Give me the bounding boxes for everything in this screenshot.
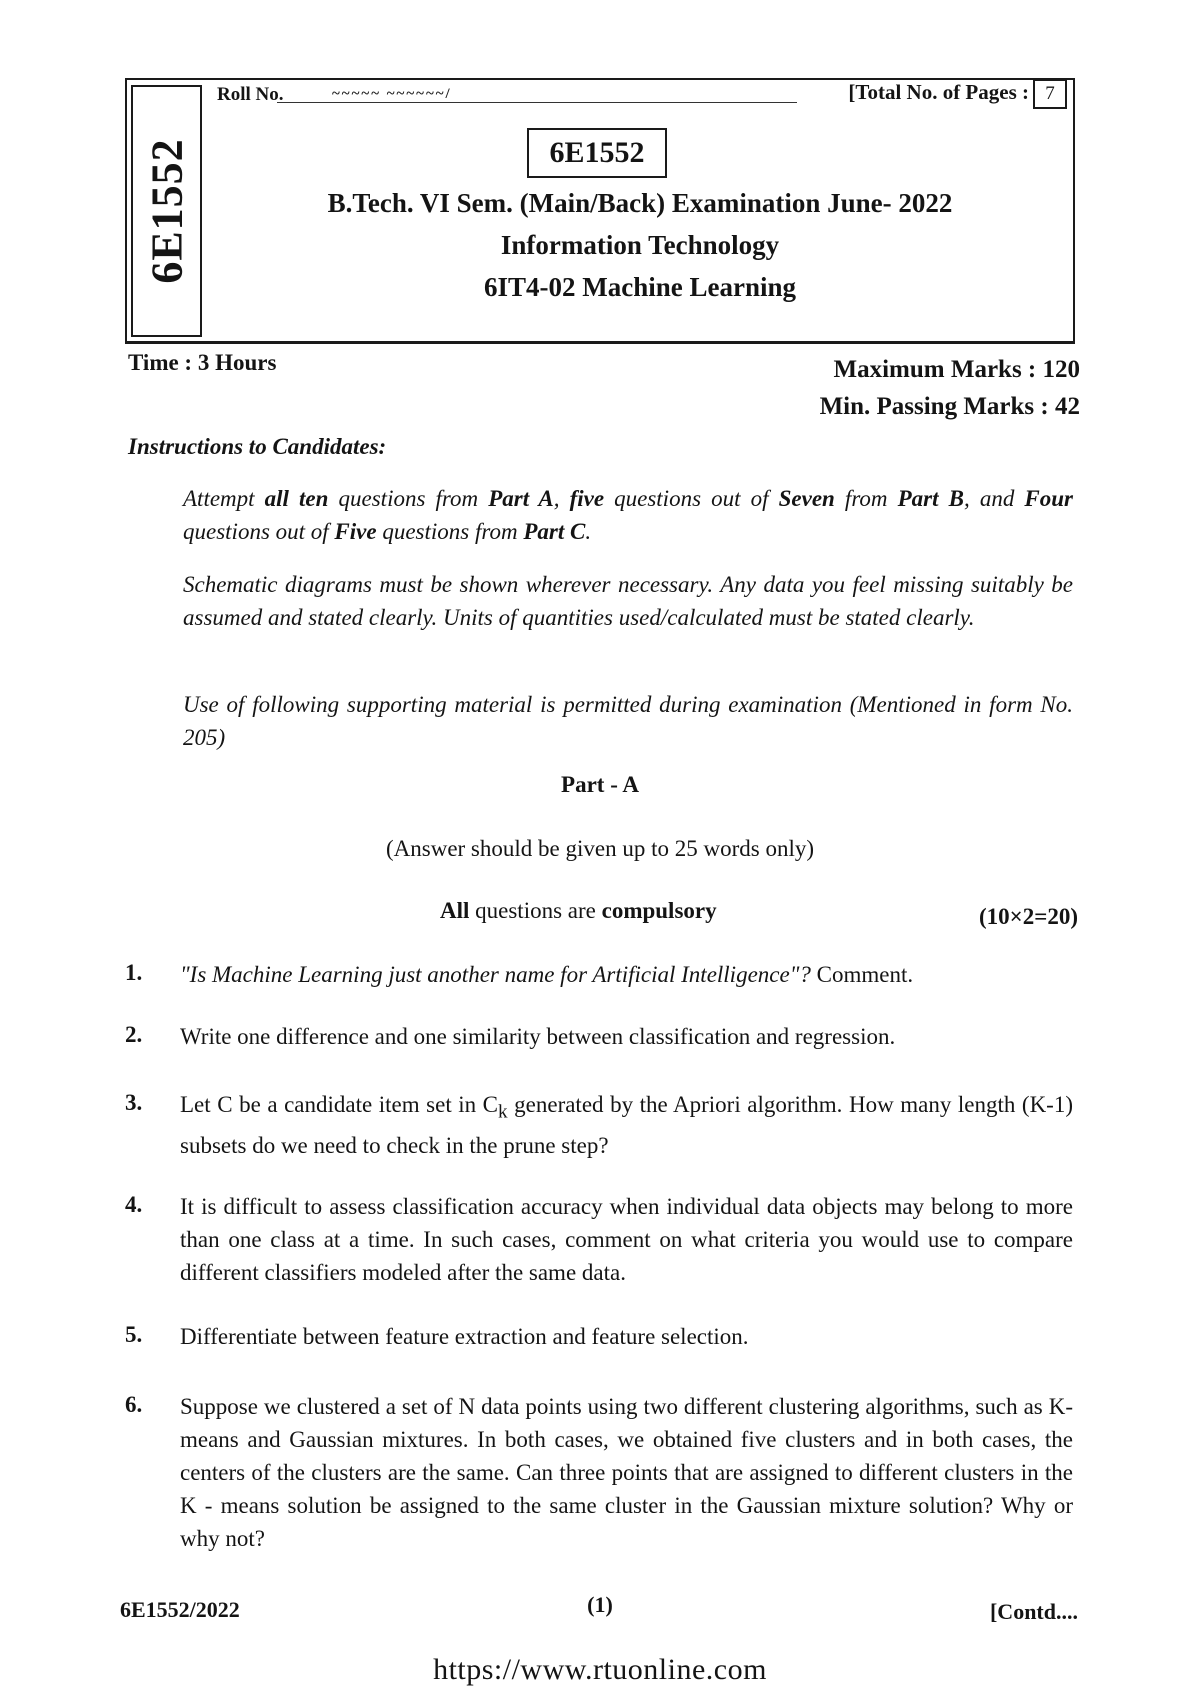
maximum-marks: Maximum Marks : 120	[833, 356, 1080, 383]
question-subscript: k	[498, 1101, 508, 1123]
instr-text: ,	[553, 486, 570, 511]
instr-text: questions from	[376, 519, 524, 544]
footer-website-url[interactable]: https://www.rtuonline.com	[433, 1653, 767, 1686]
question-text-post: generated by the Apriori algorithm. How many length (K-1) subsets do we need to check in the prune step?	[180, 1092, 1073, 1158]
instr-bold: Seven	[778, 486, 835, 511]
exam-title: B.Tech. VI Sem. (Main/Back) Examination June- 2022	[327, 188, 953, 218]
question-text	[180, 1088, 1073, 1162]
question-text-pre: Let C be a candidate item set in C	[180, 1092, 499, 1117]
question-text: Write one difference and one similarity between classification and regression.	[180, 1024, 896, 1049]
question-tail: Comment.	[810, 962, 914, 987]
instr-bold: Part B	[897, 486, 964, 511]
question-text	[180, 958, 1073, 991]
compulsory-bold: All	[440, 898, 470, 923]
footer-paper-code: 6E1552/2022	[120, 1597, 240, 1622]
instr-bold: Five	[334, 519, 377, 544]
branch-title: Information Technology	[500, 230, 780, 260]
question-number: 4.	[125, 1192, 143, 1217]
min-passing-marks: Min. Passing Marks : 42	[819, 393, 1080, 420]
side-paper-code: 6E1552	[142, 138, 191, 284]
instr-bold: five	[569, 486, 605, 511]
instr-bold: all ten	[264, 486, 329, 511]
question-number: 6.	[125, 1392, 143, 1417]
instr-bold: Part C	[523, 519, 586, 544]
instr-text: questions out of	[604, 486, 779, 511]
instr-text: questions from	[328, 486, 489, 511]
instruction-schematic: Schematic diagrams must be shown wherever necessary. Any data you feel missing suitably be assumed and stated clearly. Units of quantities used/calculated must be stated clearly.	[183, 572, 1073, 630]
question-number: 2.	[125, 1022, 143, 1047]
question-text: Differentiate between feature extraction and feature selection.	[180, 1324, 749, 1349]
exam-time: Time : 3 Hours	[128, 350, 277, 375]
roll-number-handwriting: ~~~~~ ~~~~~~/	[332, 86, 452, 102]
question-number: 1.	[125, 960, 143, 985]
part-a-title: Part - A	[561, 772, 639, 797]
footer-continued: [Contd....	[989, 1599, 1078, 1624]
instr-bold: Part A	[488, 486, 554, 511]
instr-text: Attempt	[183, 486, 265, 511]
question-number: 5.	[125, 1322, 143, 1347]
instr-text: , and	[963, 486, 1025, 511]
roll-number-label: Roll No.	[217, 84, 284, 105]
instr-bold: Four	[1024, 486, 1074, 511]
instr-text: from	[834, 486, 898, 511]
compulsory-bold: compulsory	[601, 898, 717, 923]
part-a-note: (Answer should be given up to 25 words only)	[385, 836, 814, 861]
instr-text: questions out of	[183, 519, 335, 544]
side-code-box	[131, 85, 202, 337]
instr-text: .	[585, 519, 592, 544]
compulsory-text: questions are	[469, 898, 602, 923]
instructions-heading: Instructions to Candidates:	[128, 434, 387, 459]
instruction-material: Use of following supporting material is permitted during examination (Mentioned in form No. 205)	[183, 692, 1073, 750]
total-pages-label: [Total No. of Pages :	[848, 80, 1029, 104]
part-a-compulsory	[440, 898, 717, 924]
footer-page-number: (1)	[587, 1592, 613, 1617]
paper-code: 6E1552	[527, 128, 667, 178]
subject-title: 6IT4-02 Machine Learning	[483, 272, 796, 302]
question-text: It is difficult to assess classification accuracy when individual data objects may belong to more than one class at a time. In such cases, comment on what criteria you would use to compare different classifiers modeled after the same data.	[180, 1194, 1073, 1285]
total-pages-value: 7	[1033, 79, 1067, 109]
part-a-marks: (10×2=20)	[978, 904, 1078, 929]
header-box	[125, 78, 1075, 344]
question-italic: "Is Machine Learning just another name for Artificial Intelligence"?	[180, 962, 811, 987]
question-text: Suppose we clustered a set of N data points using two different clustering algorithms, such as K-means and Gaussian mixtures. In both cases, we obtained five clusters and in both cases, the centers of the clusters are the same. Can three points that are assigned to different clusters in the K - means solution be assigned to the same cluster in the Gaussian mixture solution? Why or why not?	[180, 1394, 1073, 1551]
question-number: 3.	[125, 1090, 143, 1115]
instruction-attempt	[183, 482, 1073, 548]
